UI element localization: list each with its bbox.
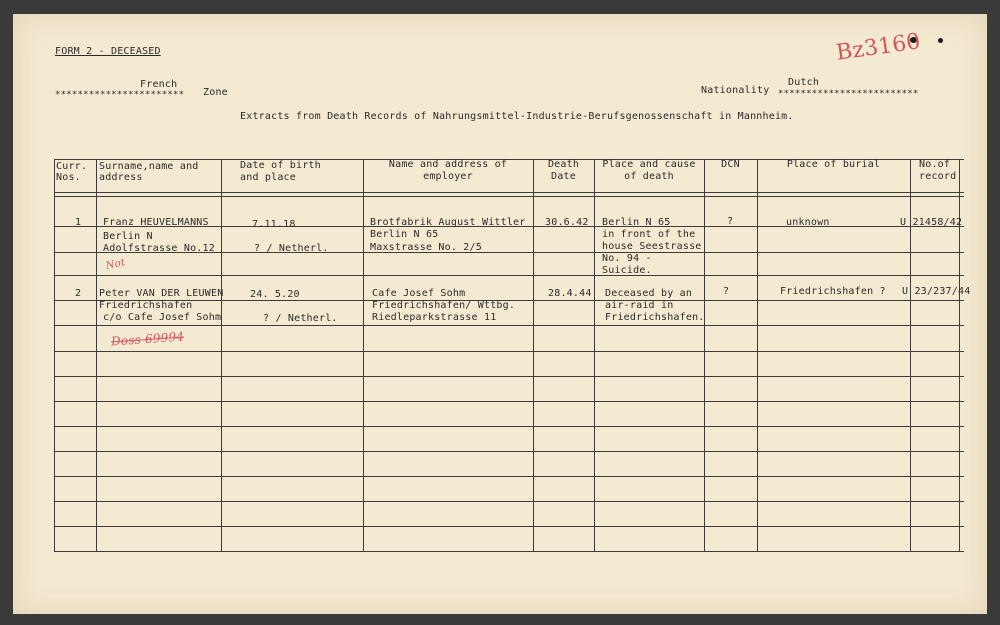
death-date: 30.6.42 xyxy=(545,217,589,228)
header-cause: Place and cause xyxy=(602,159,696,170)
surname: Peter VAN DER LEUWEN xyxy=(99,288,224,299)
form-title: FORM 2 - DECEASED xyxy=(55,46,161,57)
header-dob: Date of birth xyxy=(240,160,321,171)
row-line xyxy=(54,351,964,352)
header-record-2: record xyxy=(919,171,957,182)
row-line xyxy=(54,476,964,477)
employer-line: Maxstrasse No. 2/5 xyxy=(370,242,482,253)
row-line xyxy=(54,275,964,276)
cause-line: Friedrichshafen. xyxy=(605,312,705,323)
zone-stars: *********************** xyxy=(55,90,185,100)
row-line xyxy=(54,401,964,402)
column-line xyxy=(533,159,534,551)
dcn-value: ? xyxy=(723,286,730,297)
column-line xyxy=(363,159,364,551)
nationality-label: Nationality xyxy=(701,85,770,96)
address-line: Friedrichshafen xyxy=(99,300,193,311)
header-cause-2: of death xyxy=(624,171,674,182)
dcn-value: ? xyxy=(727,216,734,227)
column-line xyxy=(704,159,705,551)
nationality-stars: ************************* xyxy=(778,89,919,99)
birth-place: ? / Netherl. xyxy=(254,243,329,254)
zone-label: Zone xyxy=(203,87,228,98)
column-line xyxy=(54,159,55,551)
header-nos: Nos. xyxy=(56,172,81,183)
column-line xyxy=(594,159,595,551)
employer-line: Riedleparkstrasse 11 xyxy=(372,312,497,323)
row-line xyxy=(54,325,964,326)
cause-line: Deceased by an xyxy=(605,288,693,299)
cause-line: house Seestrasse xyxy=(602,241,702,252)
row-line xyxy=(54,526,964,527)
employer-line: Berlin N 65 xyxy=(370,229,439,240)
row-line xyxy=(54,501,964,502)
header-employer: Name and address of xyxy=(388,159,508,170)
nationality-value: Dutch xyxy=(788,77,820,88)
handwritten-reference: Bz3160 xyxy=(834,29,923,66)
record-number: U 23/237/44 xyxy=(902,286,971,297)
column-line xyxy=(757,159,758,551)
birth-place: ? / Netherl. xyxy=(263,313,338,324)
cause-line: air-raid in xyxy=(605,300,674,311)
header-death: Death xyxy=(547,159,580,170)
address-line: Berlin N xyxy=(103,231,153,242)
address-line: c/o Cafe Josef Sohm xyxy=(103,312,222,323)
punch-hole xyxy=(938,38,943,43)
row-number: 2 xyxy=(75,288,82,299)
row-line xyxy=(54,376,964,377)
row-line xyxy=(54,451,964,452)
header-burial: Place of burial xyxy=(786,159,881,170)
address-line: Adolfstrasse No.12 xyxy=(103,243,215,254)
birth-date: 24. 5.20 xyxy=(250,289,300,300)
column-line xyxy=(221,159,222,551)
burial-place: Friedrichshafen ? xyxy=(780,286,886,297)
death-date: 28.4.44 xyxy=(548,288,592,299)
header-record: No.of xyxy=(919,159,951,170)
employer-line: Cafe Josef Sohm xyxy=(372,288,466,299)
header-dob-place: and place xyxy=(240,172,296,183)
employer-line: Brotfabrik August Wittler xyxy=(370,217,526,228)
header-address: address xyxy=(99,172,143,183)
employer-line: Friedrichshafen/ Wttbg. xyxy=(372,300,516,311)
table-bottom-border xyxy=(54,551,964,552)
header-surname: Surname,name and xyxy=(99,161,199,172)
row-number: 1 xyxy=(75,217,82,228)
surname: Franz HEUVELMANNS xyxy=(103,217,209,228)
column-line xyxy=(96,159,97,551)
header-separator xyxy=(54,192,964,197)
row-line xyxy=(54,426,964,427)
header-employer-2: employer xyxy=(423,171,473,182)
cause-line: Suicide. xyxy=(602,265,652,276)
cause-line: in front of the xyxy=(602,229,696,240)
header-dcn: DCN xyxy=(721,159,740,170)
birth-date: 7.11.18 xyxy=(252,219,296,230)
zone-value: French xyxy=(140,79,178,90)
burial-place: unknown xyxy=(786,217,830,228)
header-curr: Curr. xyxy=(56,161,88,172)
cause-line: No. 94 - xyxy=(602,253,652,264)
document-subtitle: Extracts from Death Records of Nahrungsmittel-Industrie-Berufsgenossenschaft in Mannheim. xyxy=(240,111,794,122)
handwritten-note: Doss 69994 xyxy=(110,329,185,349)
handwritten-note: Not xyxy=(104,257,127,272)
header-death-date: Date xyxy=(551,171,576,182)
record-number: U 21458/42 xyxy=(900,217,963,228)
cause-line: Berlin N 65 xyxy=(602,217,671,228)
